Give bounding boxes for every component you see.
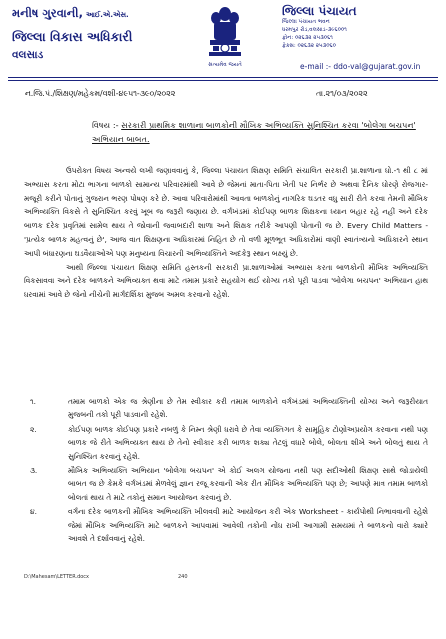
footer-page-number: 240 [178,574,188,580]
list-item [24,395,428,422]
emblem-caption: સત્યમેવ જયતે [208,62,242,68]
officer-name: મનીષ ગુરવાની, આઈ.એ.એસ. [12,6,129,20]
office-fax: ફેક્સ: ૦૨૬૩૨ ૨૫૩૦૬૦ [282,43,336,49]
list-number: ૧. [30,397,36,406]
list-item [24,464,428,504]
letterhead-left [12,6,182,62]
reference-date: તા.૨૧/૦૩/૨૦૨૨ [316,89,368,98]
officer-degree: આઈ.એ.એસ. [85,11,129,19]
list-number: ૩. [30,466,38,476]
letterhead [0,0,446,80]
office-phone: ફોન: ૦૨૬૩૨ ૨૫૩૦૬૧ [282,35,333,41]
office-email: e-mail :- ddo-val@gujarat.gov.in [300,62,421,71]
letterhead-divider-thin [8,80,438,81]
letterhead-divider [8,77,438,78]
list-number: ૪. [30,507,37,517]
list-text: તમામ બાળકો એક જ શ્રેણીના છે તેમ સ્વીકાર કરી તમામ બાળકોને વર્ગખંડમાં અભિવ્યક્તિની યોગ્ય અને જરૂરીયાત મુજબની તકો પૂરી પાડવાની રહેશે. [68,397,428,420]
subject-label: વિષય :- [92,120,119,130]
subject-text: સરકારી પ્રાથમિક શાળાના બાળકોની મૌખિક અભિવ્યક્તિ સુનિશ્ચિત કરવા 'બોલેગા બચપન' અભિયાન બાબત. [92,120,416,144]
letterhead-right [282,4,442,50]
officer-place: વલસાડ [12,49,44,61]
reference-number: ન.જિ.પં./શિક્ષણ/મહેકમ/વશી-૪૯૫૧-૩૯૦/૨૦૨૨ [25,89,176,98]
officer-designation: જિલ્લા વિકાસ અધિકારી [12,29,133,44]
office-name: જિલ્લા પંચાયત [282,4,357,18]
subject-line [92,118,432,146]
letter-body [24,164,428,302]
list-item [24,505,428,545]
list-item [24,423,428,463]
national-emblem-icon [205,4,245,64]
body-paragraph: આથી જિલ્લા પંચાયત શિક્ષણ સમિતિ હસ્તકની સરકારી પ્રા.શાળાઓમાં અભ્યાસ કરતા બાળકોની મૌખિક અભિવ્યક્તિ વિકસાવવા અને દરેક બાળકને અભિવ્યક્ત થવા માટે તમામ પ્રકારે સહયોગ થઈ યોગ્ય તકો પૂરી પાડવા 'બોલેગા બચપન' અભિયાન હાથ ધરવામાં આવે છે જેનો નીચેની માર્ગદર્શિકા મુજબ અમલ કરવાનો રહેશે. [24,262,428,300]
list-text: મૌખિક અભિવ્યક્તિ અભિયાન 'બોલેગા બચપન' એ કોઈ અલગ યોજના નથી પણ સદીઓથી શિક્ષણ સાથે જોડાયેલી બાબત જ છે કેમકે વર્ગખંડમાં મેળવેલું જ્ઞાન રજૂ કરવાની એક રીત મૌખિક અભિવ્યક્તિ પણ છે; આપણે માત્ર તમામ બાળકો બોલતાં થાય તે માટે તકોનું સમાન આયોજન કરવાનું છે. [68,466,428,502]
footer-file-path: D:\Mahesam\LETTER.docx [24,574,90,580]
office-address: ધરમપુર રોડ,વલસાડ-૩૯૬૦૦૧ [282,27,347,33]
guideline-list [24,395,428,546]
list-text: કોઈપણ બાળક કોઈપણ પ્રકારે નબળું કે નિમ્ન શ્રેણી ધરાવે છે તેવા વ્યક્તિગત કે સામૂહિક ટોણોઅપ્રયોગ કરવાના નથી પણ બાળક જે રીતે અભિવ્યક્ત થાય છે તેનો સ્વીકાર કરી બાળક શક્ય તેટલું વધારે બોલે, બોલતા શીખે અને બોલતું થાય તે સુનિશ્ચિત કરવાનું રહેશે. [68,424,428,461]
list-number: ૨. [30,424,37,434]
office-subtitle: જિલ્લા પંચાયત ભવન [282,19,330,25]
body-paragraph: ઉપરોક્ત વિષય અન્વયે લખી જણાવવાનું કે, જિલ્લા પંચાયત શિક્ષણ સમિતિ સંચાલિત સરકારી પ્રા.શાળાના ધો.-૧ થી ૮ માં અભ્યાસ કરતા મોટા ભાગના બાળકો સામાન્ય પરિવારમાંથી આવે છે જેમનાં માતા-પિતા ખેતી પર નિર્ભર છે અથવા દૈનિક ધોરણે રોજગાર-મજૂરી કરીને પોતાનું ગુજરાન ભરણ પોષણ કરે છે. આવા પરિવારોમાંથી આવતા બાળકોનું નાગરિક ઘડતર વધુ સારી રીતે કરવા તેમની મૌખિક અભિવ્યક્તિ વિકસે તે સુનિશ્ચિત કરવું ખૂબ જ જરૂરી જણાય છે. વર્ગખંડમાં કોઈપણ બાળક શિક્ષકના ધ્યાન બહાર રહે નહીં અને દરેક બાળક દરેક પ્રવૃતિમાં સામેલ થાય તે જોવાની જવાબદારી શાળા અને શિક્ષક તરીકે આપણી પોતાની જ છે. Every Child Matters - 'પ્રત્યેક બાળક મહત્વનું છે', આજ વાત શિક્ષણના અધિકારમાં નિહિત છે તો વળી મૂળભૂત અધિકારોમાં વાણી સ્વાતંત્ર્યનો અધિકારને સ્થાન આપી બંધારણના ઘડવૈયાઓએ પણ મનુષ્યના વિચારની અભિવ્યક્તિને અદકેરૂ સ્થાન બક્ષ્યું છે. [24,166,428,258]
list-text: વર્ગના દરેક બાળકની મૌખિક અભિવ્યક્તિ ખીલવવી માટે આયોજન કરી એક Worksheet - કાર્યપોથી નિભાવવાની રહેશે જેમાં મૌખિક અભિવ્યક્તિ માટે બાળકને આપવામાં આવેલી તકોની નોંધ રાખી આગામી સમયમાં તે બાળકનો વારો ક્યારે આવશે તે દર્શાવવાનું રહેશે. [68,507,428,544]
